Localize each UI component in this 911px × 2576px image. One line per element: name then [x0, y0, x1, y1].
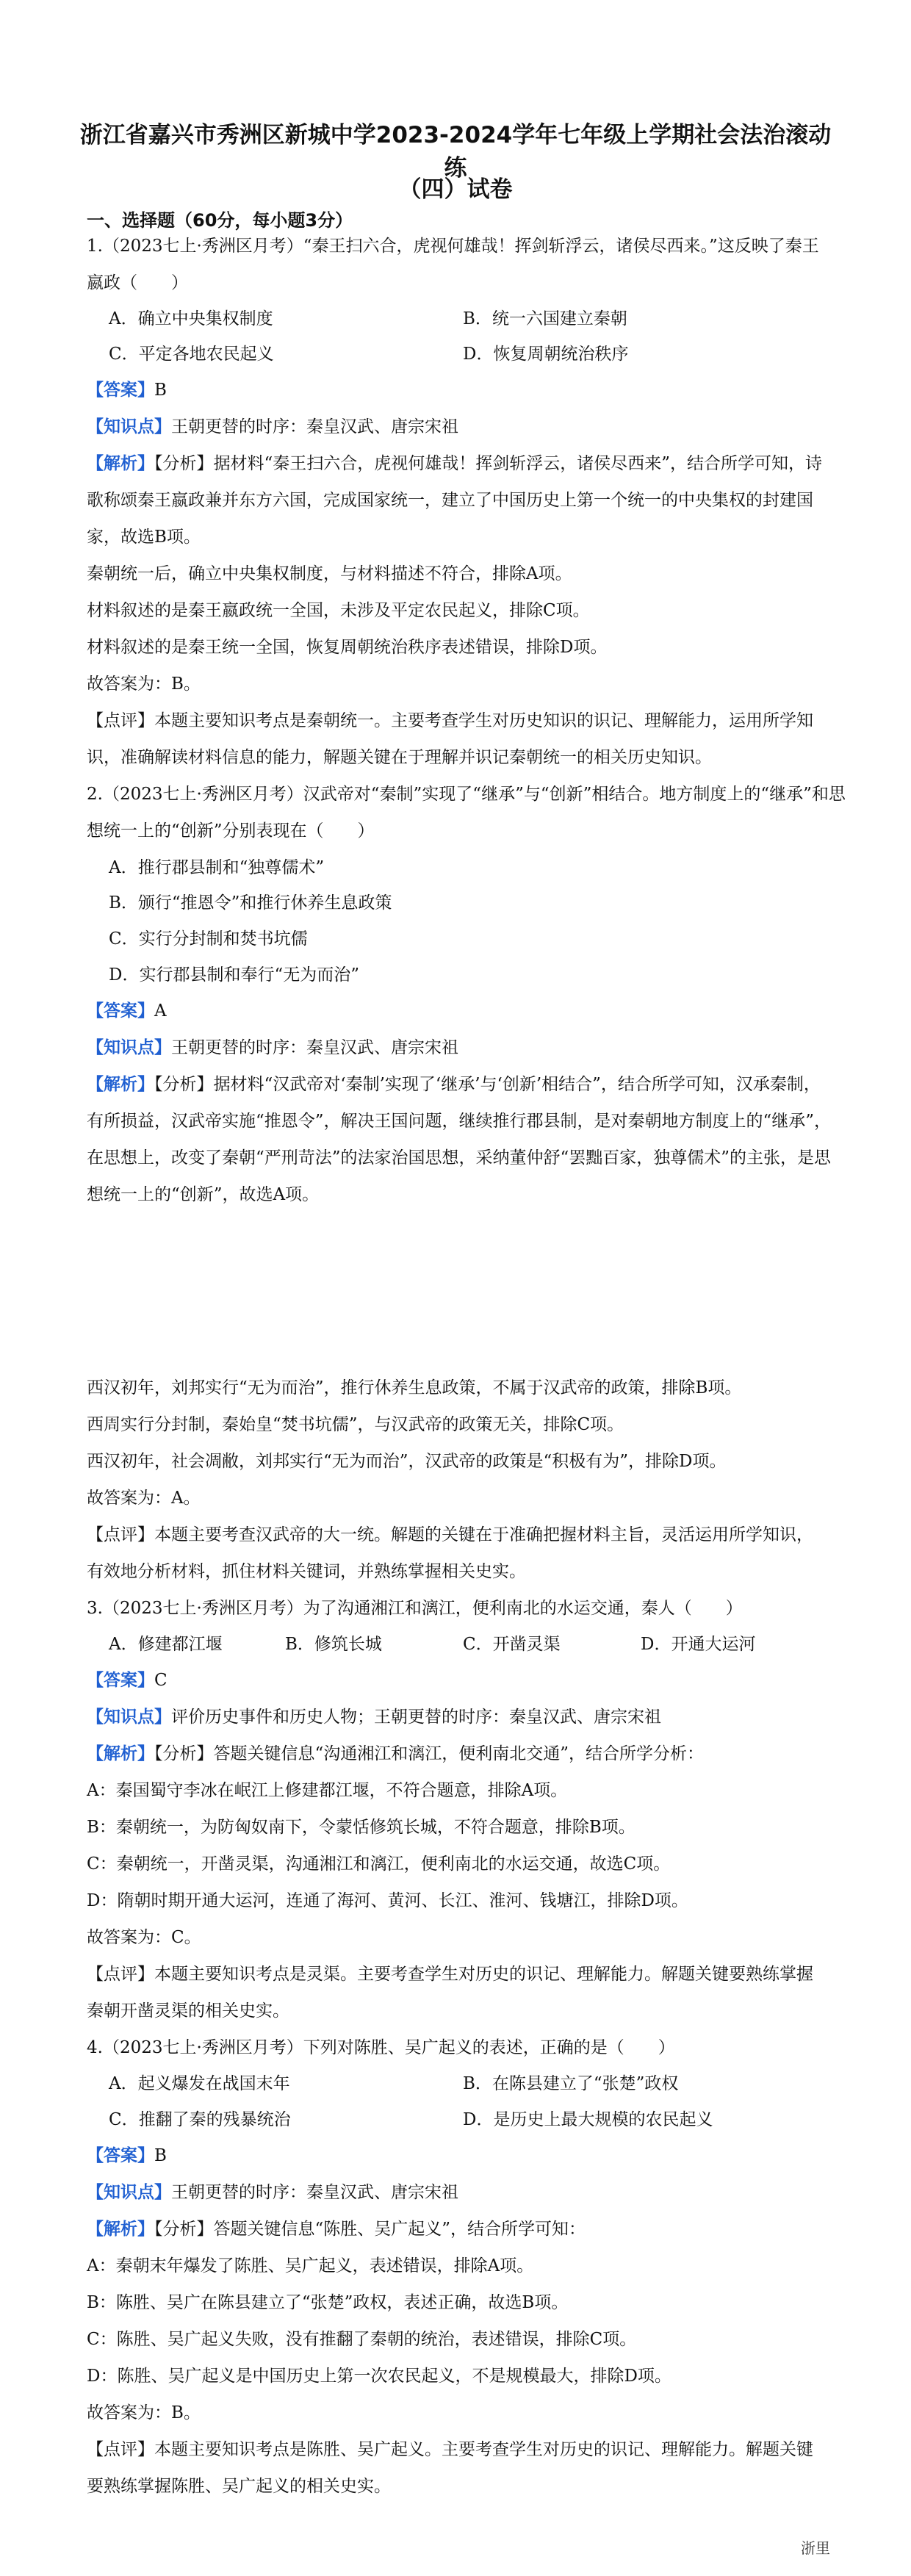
q1-comment-line1 — [87, 710, 830, 732]
q4-stem: 4.（2023七上·秀洲区月考）下列对陈胜、吴广起义的表述，正确的是（ ） — [87, 2038, 675, 2057]
q1-knowledge — [87, 416, 830, 438]
q1-option-a: A．确立中央集权制度 — [109, 309, 273, 328]
q3-analysis-line6: 故答案为：C。 — [87, 1928, 201, 1947]
q1-option-d: D．恢复周朝统治秩序 — [463, 345, 629, 364]
page-footer: 浙里 — [801, 2539, 830, 2557]
q3-knowledge — [87, 1706, 830, 1728]
comment-tag: 【点评】 — [87, 1965, 154, 1984]
q4-knowledge-text: 王朝更替的时序：秦皇汉武、唐宗宋祖 — [171, 2183, 458, 2202]
q3-answer — [87, 1669, 830, 1691]
q3-analysis-line3: B：秦朝统一，为防匈奴南下，令蒙恬修筑长城，不符合题意，排除B项。 — [87, 1818, 635, 1837]
comment-tag: 【点评】 — [87, 1525, 154, 1544]
q3-analysis-line4: C：秦朝统一，开凿灵渠，沟通湘江和漓江，便利南北的水运交通，故选C项。 — [87, 1854, 671, 1874]
answer-tag: 【答案】 — [87, 1001, 154, 1021]
q2-analysis-line4: 想统一上的“创新”，故选A项。 — [87, 1185, 320, 1204]
q1-stem-line1: 1.（2023七上·秀洲区月考）“秦王扫六合，虎视何雄哉！挥剑斩浮云，诸侯尽西来。”这反映了秦王 — [87, 237, 819, 256]
analysis-tag: 【解析】 — [87, 1744, 154, 1763]
q3-option-b: B．修筑长城 — [285, 1635, 382, 1654]
q3-comment-text1: 本题主要知识考点是灵渠。主要考查学生对历史的识记、理解能力。解题关键要熟练掌握 — [154, 1965, 813, 1984]
analysis-tag: 【解析】 — [87, 1074, 154, 1094]
q1-analysis-line2: 歌称颂秦王嬴政兼并东方六国，完成国家统一，建立了中国历史上第一个统一的中央集权的封建国 — [87, 491, 813, 510]
q1-analysis-line5: 材料叙述的是秦王嬴政统一全国，未涉及平定农民起义，排除C项。 — [87, 601, 590, 620]
comment-tag: 【点评】 — [87, 2440, 154, 2459]
q4-analysis-line4: C：陈胜、吴广起义失败，没有推翻了秦朝的统治，表述错误，排除C项。 — [87, 2330, 637, 2349]
doc-title-line2: （四）试卷 — [398, 176, 513, 203]
q2-analysis-line3: 在思想上，改变了秦朝“严刑苛法”的法家治国思想，采纳董仲舒“罢黜百家，独尊儒术”的主张，是思 — [87, 1148, 832, 1168]
q3-comment-line2: 秦朝开凿灵渠的相关史实。 — [87, 2001, 289, 2021]
q4-answer-value: B — [154, 2146, 167, 2165]
q2-option-b: B．颁行“推恩令”和推行休养生息政策 — [109, 893, 392, 913]
q2-knowledge — [87, 1037, 830, 1059]
q1-analysis-line6: 材料叙述的是秦王统一全国，恢复周朝统治秩序表述错误，排除D项。 — [87, 638, 608, 657]
q1-comment-text1: 本题主要知识考点是秦朝统一。主要考查学生对历史知识的识记、理解能力，运用所学知 — [154, 711, 813, 730]
q2-stem-line1: 2.（2023七上·秀洲区月考）汉武帝对“秦制”实现了“继承”与“创新”相结合。地方制度上的“继承”和思 — [87, 785, 846, 804]
q4-analysis-line3: B：陈胜、吴广在陈县建立了“张楚”政权，表述正确，故选B项。 — [87, 2293, 569, 2312]
q2-analysis-line6: 西周实行分封制，秦始皇“焚书坑儒”，与汉武帝的政策无关，排除C项。 — [87, 1415, 624, 1434]
q4-analysis-line6: 故答案为：B。 — [87, 2403, 201, 2422]
q4-analysis-line2: A：秦朝末年爆发了陈胜、吴广起义，表述错误，排除A项。 — [87, 2256, 534, 2275]
q4-answer — [87, 2145, 830, 2167]
q3-answer-value: C — [154, 1671, 168, 1690]
q2-stem-line2: 想统一上的“创新”分别表现在（ ） — [87, 821, 375, 841]
q2-option-d: D．实行郡县制和奉行“无为而治” — [109, 965, 359, 985]
q1-analysis-line3: 家，故选B项。 — [87, 528, 201, 547]
q3-stem: 3.（2023七上·秀洲区月考）为了沟通湘江和漓江，便利南北的水运交通，秦人（ ） — [87, 1599, 743, 1618]
q4-analysis-line5: D：陈胜、吴广起义是中国历史上第一次农民起义，不是规模最大，排除D项。 — [87, 2367, 671, 2386]
q1-option-b: B．统一六国建立秦朝 — [463, 309, 627, 328]
analysis-tag: 【解析】 — [87, 453, 154, 473]
q3-option-d: D．开通大运河 — [641, 1635, 756, 1654]
q2-analysis-line8: 故答案为：A。 — [87, 1489, 201, 1508]
q4-analysis-text1: 【分析】答题关键信息“陈胜、吴广起义”，结合所学可知： — [154, 2220, 586, 2239]
knowledge-tag: 【知识点】 — [87, 1707, 171, 1727]
q1-stem-line2: 嬴政（ ） — [87, 273, 188, 292]
q3-analysis-line1 — [87, 1743, 830, 1765]
q2-analysis-line5: 西汉初年，刘邦实行“无为而治”，推行休养生息政策，不属于汉武帝的政策，排除B项。 — [87, 1378, 742, 1397]
q3-analysis-text1: 【分析】答题关键信息“沟通湘江和漓江，便利南北交通”，结合所学分析： — [154, 1744, 705, 1763]
q1-analysis-line4: 秦朝统一后，确立中央集权制度，与材料描述不符合，排除A项。 — [87, 564, 572, 583]
knowledge-tag: 【知识点】 — [87, 1037, 171, 1057]
doc-title-line1: 浙江省嘉兴市秀洲区新城中学2023-2024学年七年级上学期社会法治滚动练 — [79, 122, 832, 181]
q4-comment-line1 — [87, 2439, 830, 2461]
answer-tag: 【答案】 — [87, 380, 154, 400]
q1-answer — [87, 379, 830, 401]
analysis-tag: 【解析】 — [87, 2219, 154, 2239]
q2-comment-line2: 有效地分析材料，抓住材料关键词，并熟练掌握相关史实。 — [87, 1562, 526, 1581]
q3-analysis-line2: A：秦国蜀守李冰在岷江上修建都江堰，不符合题意，排除A项。 — [87, 1781, 568, 1800]
q1-analysis-text1: 【分析】据材料“秦王扫六合，虎视何雄哉！挥剑斩浮云，诸侯尽西来”，结合所学可知，诗 — [154, 454, 823, 473]
answer-tag: 【答案】 — [87, 2145, 154, 2165]
q1-knowledge-text: 王朝更替的时序：秦皇汉武、唐宗宋祖 — [171, 417, 458, 436]
q4-option-c: C．推翻了秦的残暴统治 — [109, 2110, 291, 2129]
knowledge-tag: 【知识点】 — [87, 2182, 171, 2202]
q2-comment-line1 — [87, 1524, 830, 1546]
q1-analysis-line1 — [87, 453, 830, 475]
q1-comment-line2: 识，准确解读材料信息的能力，解题关键在于理解并识记秦朝统一的相关历史知识。 — [87, 748, 712, 767]
q2-analysis-line7: 西汉初年，社会凋敝，刘邦实行“无为而治”，汉武帝的政策是“积极有为”，排除D项。 — [87, 1452, 727, 1471]
q2-knowledge-text: 王朝更替的时序：秦皇汉武、唐宗宋祖 — [171, 1038, 458, 1057]
q2-option-a: A．推行郡县制和“独尊儒术” — [109, 858, 325, 877]
q4-comment-line2: 要熟练掌握陈胜、吴广起义的相关史实。 — [87, 2477, 391, 2496]
q3-knowledge-text: 评价历史事件和历史人物；王朝更替的时序：秦皇汉武、唐宗宋祖 — [171, 1708, 661, 1727]
answer-tag: 【答案】 — [87, 1670, 154, 1690]
q2-answer-value: A — [154, 1001, 167, 1021]
q3-analysis-line5: D：隋朝时期开通大运河，连通了海河、黄河、长江、淮河、钱塘江，排除D项。 — [87, 1891, 688, 1910]
q4-option-a: A．起义爆发在战国末年 — [109, 2074, 290, 2093]
q3-option-c: C．开凿灵渠 — [463, 1635, 561, 1654]
q4-option-d: D．是历史上最大规模的农民起义 — [463, 2110, 713, 2129]
comment-tag: 【点评】 — [87, 711, 154, 730]
knowledge-tag: 【知识点】 — [87, 417, 171, 436]
q4-option-b: B．在陈县建立了“张楚”政权 — [463, 2074, 679, 2093]
q4-comment-text1: 本题主要知识考点是陈胜、吴广起义。主要考查学生对历史的识记、理解能力。解题关键 — [154, 2440, 813, 2459]
q2-comment-text1: 本题主要考查汉武帝的大一统。解题的关键在于准确把握材料主旨，灵活运用所学知识， — [154, 1525, 813, 1544]
q3-option-a: A．修建都江堰 — [109, 1635, 223, 1654]
q2-analysis-line1 — [87, 1073, 830, 1095]
q4-knowledge — [87, 2181, 830, 2203]
q2-option-c: C．实行分封制和焚书坑儒 — [109, 929, 308, 949]
q2-analysis-line2: 有所损益，汉武帝实施“推恩令”，解决王国问题，继续推行郡县制，是对秦朝地方制度上的“继承”， — [87, 1112, 832, 1131]
q3-comment-line1 — [87, 1963, 830, 1985]
q1-analysis-line7: 故答案为：B。 — [87, 674, 201, 694]
q4-analysis-line1 — [87, 2218, 830, 2240]
q2-answer — [87, 1000, 830, 1022]
q1-answer-value: B — [154, 381, 167, 400]
q1-option-c: C．平定各地农民起义 — [109, 345, 274, 364]
section-heading: 一、选择题（60分，每小题3分） — [87, 210, 353, 231]
q2-analysis-text1: 【分析】据材料“汉武帝对‘秦制’实现了‘继承’与‘创新’相结合”，结合所学可知，汉承秦制， — [154, 1075, 821, 1094]
